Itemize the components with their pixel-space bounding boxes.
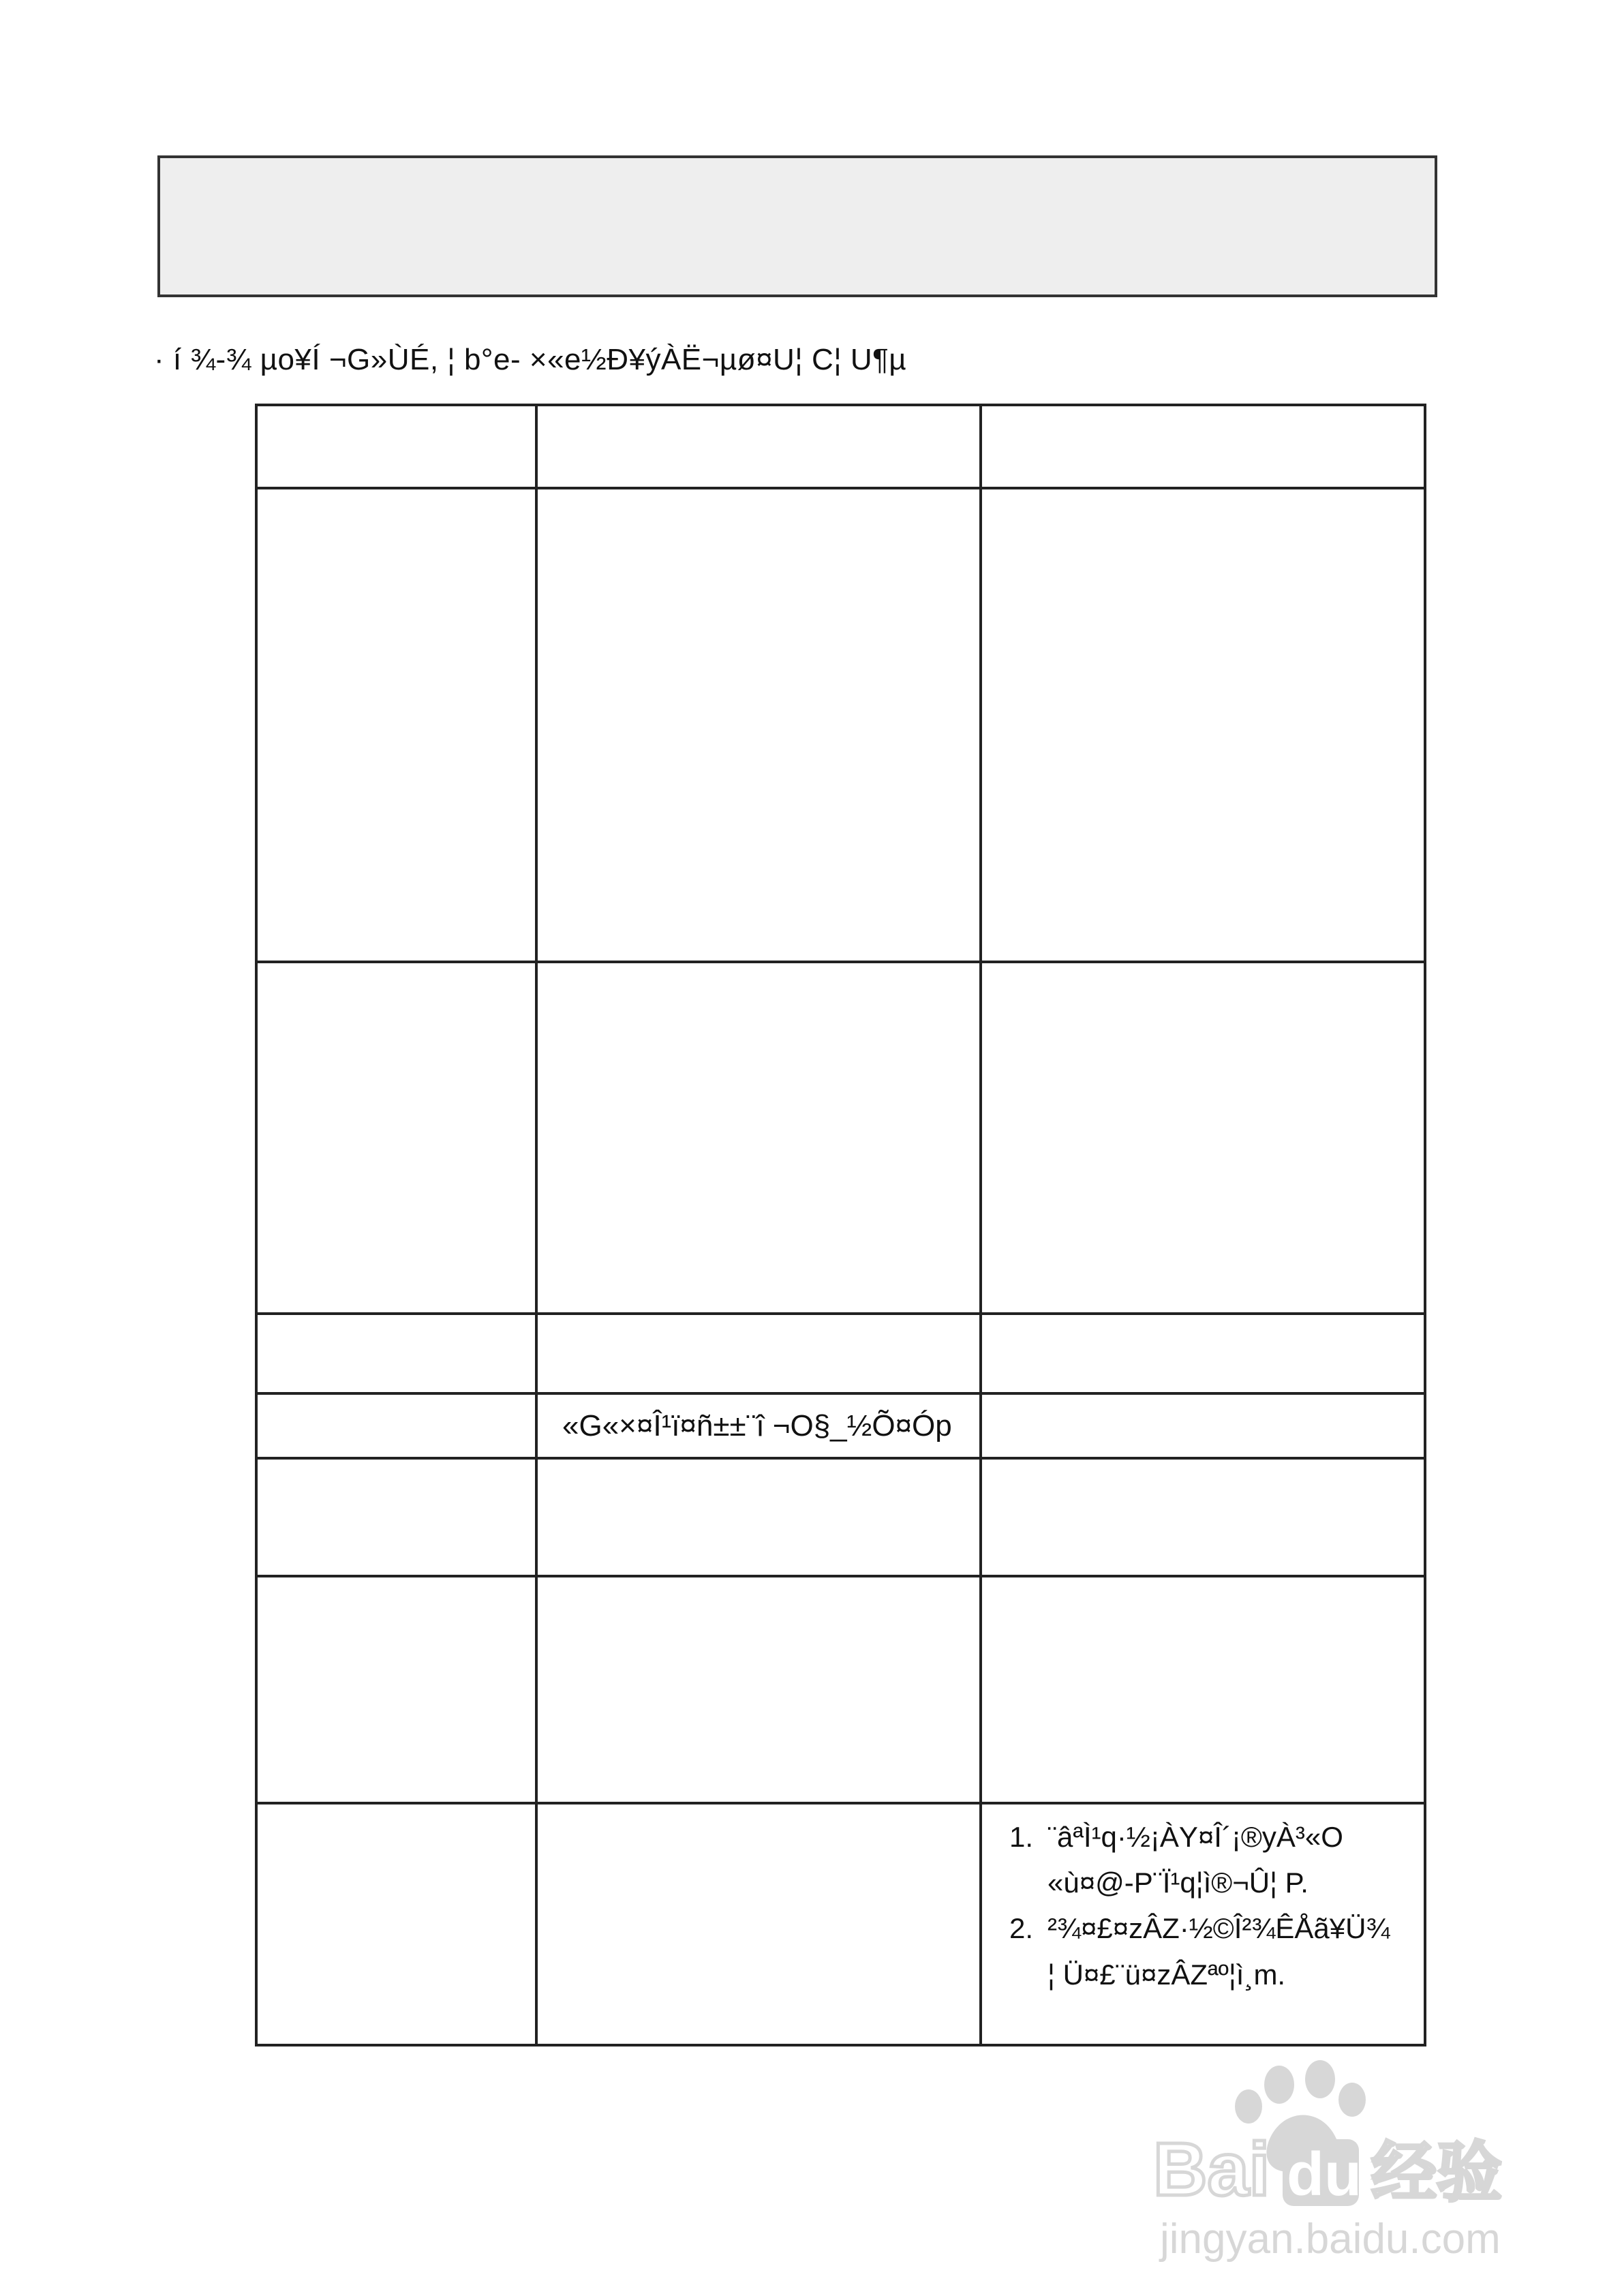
table-cell [256, 962, 536, 1314]
watermark-url: jingyan.baidu.com [1160, 2216, 1501, 2263]
table-cell [981, 488, 1425, 963]
table-row [256, 962, 1425, 1314]
table-row [256, 1393, 1425, 1458]
troubleshooting-table [255, 404, 1426, 2046]
list-item [982, 1905, 1424, 1997]
table-cell [536, 488, 981, 963]
table-cell [981, 1576, 1425, 1804]
table-row [256, 1803, 1425, 2045]
watermark-cn: 经验 [1371, 2134, 1502, 2211]
table-row [256, 488, 1425, 963]
watermark-brand: Bai [1153, 2128, 1270, 2211]
table-row [256, 1458, 1425, 1576]
list-line: «ù¤@-P¨Ï¹q¦ì®¬Û¦ P. [1047, 1867, 1309, 1899]
baidu-watermark-logo [1153, 2059, 1535, 2263]
table-cell [536, 405, 981, 488]
table-cell [256, 1576, 536, 1804]
subtitle: · í ¾-¾ µo¥Í ¬G»ÙÉ, ¦ b°e- ×«e½Ð¥ýÀË¬µø¤U¦ C¦ U¶µ [154, 343, 907, 376]
table-row [256, 1314, 1425, 1393]
brightness-contrast-text: «G«×¤Î¹ï¤ñ±±¨î ¬O§_½Õ¤Óp [562, 1408, 952, 1442]
table-cell [256, 1458, 536, 1576]
table-cell [536, 1803, 981, 2045]
table-cell [256, 1393, 536, 1458]
table-cell [981, 1393, 1425, 1458]
watermark-brand-box: du [1287, 2141, 1362, 2209]
table-row [256, 1576, 1425, 1804]
table-row [256, 405, 1425, 488]
table-cell [536, 1314, 981, 1393]
list-number: 1. [1009, 1821, 1034, 1854]
notes-list [982, 1804, 1424, 1997]
list-line: ¦ Ü¤£¨ü¤zÂZªº¦ì¸m. [1047, 1958, 1286, 1991]
table-cell [536, 1458, 981, 1576]
table-cell [256, 1803, 536, 2045]
list-item [982, 1814, 1424, 1905]
list-line: ²¾¤£¤zÂZ·½©Î²¾ÊÅã¥Ü¾ [1047, 1912, 1390, 1945]
header-box [157, 155, 1437, 297]
table-cell [981, 1314, 1425, 1393]
table-cell [256, 1314, 536, 1393]
list-line: ¨âªÌ¹q·½¡ÀY¤Î´¡®yÀ³«O [1047, 1821, 1343, 1854]
table-cell [256, 488, 536, 963]
table-cell [981, 962, 1425, 1314]
list-text [1047, 1905, 1390, 1997]
list-number: 2. [1009, 1912, 1034, 1945]
table-cell [536, 1393, 981, 1458]
table-cell [981, 1803, 1425, 2045]
table-cell [536, 1576, 981, 1804]
table-cell [256, 405, 536, 488]
table-cell [981, 1458, 1425, 1576]
table-cell [981, 405, 1425, 488]
table-cell [536, 962, 981, 1314]
list-text [1047, 1814, 1343, 1905]
